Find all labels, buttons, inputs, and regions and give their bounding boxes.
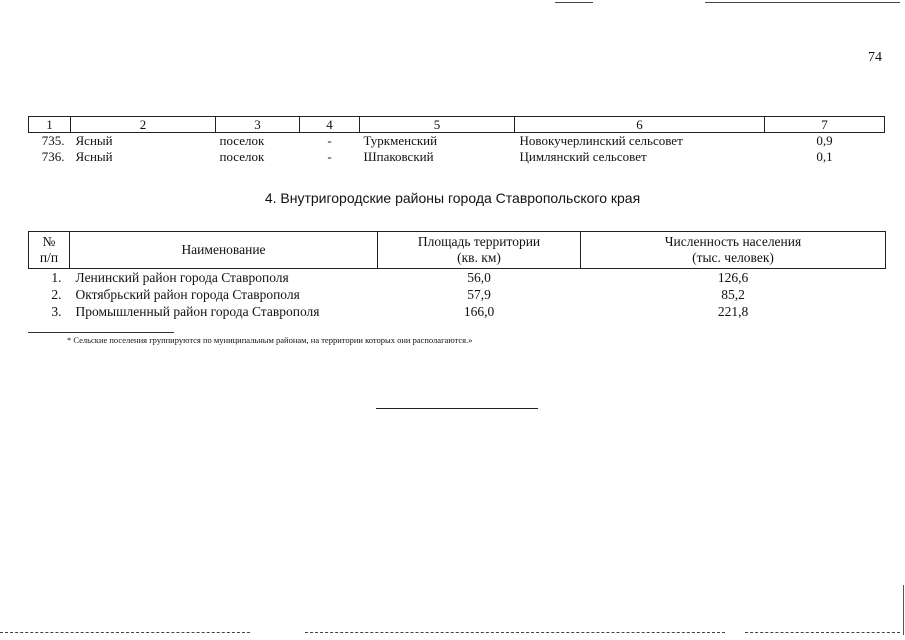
- row-number: 3.: [51, 304, 62, 319]
- footnote: * Сельские поселения группируются по муниципальным районам, на территории которых они располагаются.»: [67, 335, 473, 345]
- column-header: 7: [765, 117, 885, 133]
- settlement-dash: -: [327, 133, 332, 148]
- column-header-number: [29, 232, 70, 269]
- district-area: 57,9: [467, 287, 491, 302]
- closing-rule: [376, 408, 538, 409]
- settlement-name: Ясный: [75, 149, 113, 164]
- column-header: 3: [216, 117, 300, 133]
- settlement-district: Туркменский: [363, 133, 438, 148]
- row-number: 735.: [41, 133, 65, 148]
- settlement-type: поселок: [219, 149, 265, 164]
- header-number-line1: №: [42, 234, 56, 249]
- settlement-municipality: Цимлянский сельсовет: [519, 149, 647, 164]
- settlement-type: поселок: [219, 133, 265, 148]
- district-name: Октябрьский район города Ставрополя: [75, 287, 300, 302]
- page-number: 74: [868, 50, 882, 65]
- scan-artifact-top-line-1: [555, 2, 593, 3]
- header-population-line2: (тыс. человек): [692, 250, 774, 265]
- column-header-name: Наименование: [70, 232, 378, 269]
- district-population: 126,6: [717, 270, 749, 285]
- row-number: 1.: [51, 270, 62, 285]
- district-population: 221,8: [717, 304, 749, 319]
- settlement-population: 0,9: [816, 133, 833, 148]
- scan-artifact-top-line-2: [705, 2, 900, 3]
- row-number: 2.: [51, 287, 62, 302]
- settlement-district: Шпаковский: [363, 149, 434, 164]
- settlement-municipality: Новокучерлинский сельсовет: [519, 133, 683, 148]
- districts-header-row: [29, 232, 886, 269]
- column-header: 4: [300, 117, 360, 133]
- district-name: Промышленный район города Ставрополя: [75, 304, 320, 319]
- table-row: [29, 133, 885, 150]
- header-population-line1: Численность населения: [664, 234, 802, 249]
- column-header-area: [378, 232, 581, 269]
- column-header-population: [581, 232, 886, 269]
- district-population: 85,2: [721, 287, 745, 302]
- header-number-line2: п/п: [39, 250, 59, 265]
- scan-artifact-bottom-line-2: [305, 632, 725, 633]
- district-area: 56,0: [467, 270, 491, 285]
- header-area-line1: Площадь территории: [417, 234, 541, 249]
- settlement-name: Ясный: [75, 133, 113, 148]
- settlements-header-row: [29, 117, 885, 133]
- district-area: 166,0: [463, 304, 495, 319]
- table-row: [29, 149, 885, 165]
- table-row: [29, 286, 886, 303]
- districts-table: [28, 231, 886, 320]
- footnote-divider: [28, 332, 174, 333]
- column-header: 1: [29, 117, 71, 133]
- settlement-dash: -: [327, 149, 332, 164]
- section-heading: 4. Внутригородские районы города Ставропольского края: [264, 190, 641, 206]
- row-number: 736.: [41, 149, 65, 164]
- column-header: 2: [71, 117, 216, 133]
- table-row: [29, 303, 886, 320]
- district-name: Ленинский район города Ставрополя: [75, 270, 289, 285]
- scan-artifact-bottom-line-1: [0, 632, 250, 633]
- header-area-line2: (кв. км): [457, 250, 501, 265]
- settlement-population: 0,1: [816, 149, 833, 164]
- column-header: 5: [360, 117, 515, 133]
- scan-artifact-bottom-line-3: [745, 632, 900, 633]
- settlements-table: [28, 116, 885, 165]
- table-row: [29, 269, 886, 287]
- column-header: 6: [515, 117, 765, 133]
- scan-artifact-right-edge: [903, 585, 904, 635]
